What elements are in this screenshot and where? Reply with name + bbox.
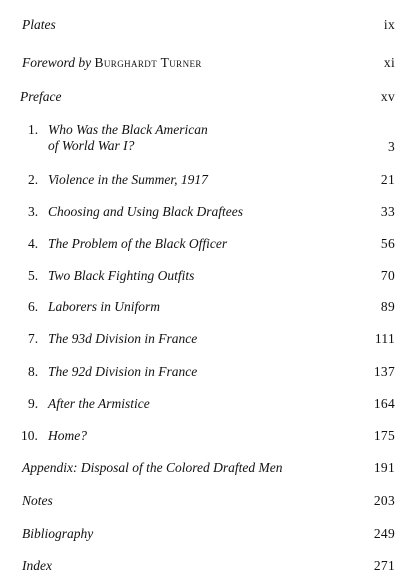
entry-page-number: 271	[373, 558, 395, 573]
entry-title: Home?	[48, 428, 87, 443]
chapter-number: 6.	[28, 299, 39, 314]
entry-page-number: ix	[383, 17, 395, 32]
chapter-number: 7.	[28, 331, 39, 346]
entry-page-number: 3	[387, 139, 395, 154]
chapter-number: 1.	[28, 122, 39, 137]
entry-page-number: xv	[380, 89, 395, 104]
entry-page-number: 137	[373, 364, 395, 379]
chapter-number: 4.	[28, 236, 39, 251]
entry-title-line-2: of World War I?	[48, 138, 135, 153]
entry-title: After the Armistice	[48, 396, 150, 411]
foreword-label: Foreword by	[22, 55, 92, 70]
entry-title: Two Black Fighting Outfits	[48, 268, 195, 283]
entry-title	[48, 122, 208, 154]
entry-title: Choosing and Using Black Draftees	[48, 204, 243, 219]
entry-page-number: 249	[373, 526, 395, 541]
entry-title: Notes	[22, 493, 53, 508]
entry-title: Index	[22, 558, 52, 573]
chapter-number: 5.	[28, 268, 39, 283]
entry-page-number: 56	[380, 236, 395, 251]
entry-page-number: 203	[373, 493, 395, 508]
entry-page-number: 70	[380, 268, 395, 283]
entry-page-number: 89	[380, 299, 395, 314]
entry-title	[22, 55, 202, 71]
entry-title: Bibliography	[22, 526, 94, 541]
entry-title: Appendix: Disposal of the Colored Drafted Men	[22, 460, 283, 475]
chapter-number: 8.	[28, 364, 39, 379]
entry-title: Violence in the Summer, 1917	[48, 172, 208, 187]
chapter-number: 10.	[21, 428, 38, 443]
entry-page-number: xi	[383, 55, 395, 70]
entry-title: The 92d Division in France	[48, 364, 198, 379]
entry-page-number: 175	[373, 428, 395, 443]
entry-page-number: 191	[373, 460, 395, 475]
entry-title-line-1: Who Was the Black American	[48, 122, 208, 137]
entry-title: The Problem of the Black Officer	[48, 236, 228, 251]
chapter-number: 2.	[28, 172, 39, 187]
entry-title: Plates	[22, 17, 56, 32]
entry-title: Preface	[20, 89, 62, 104]
entry-page-number: 164	[373, 396, 395, 411]
foreword-author: Burghardt Turner	[94, 55, 202, 70]
entry-page-number: 33	[380, 204, 395, 219]
entry-title: Laborers in Uniform	[48, 299, 161, 314]
chapter-number: 3.	[28, 204, 39, 219]
entry-page-number: 111	[374, 331, 395, 346]
chapter-number: 9.	[28, 396, 39, 411]
entry-page-number: 21	[380, 172, 395, 187]
entry-title: The 93d Division in France	[48, 331, 198, 346]
